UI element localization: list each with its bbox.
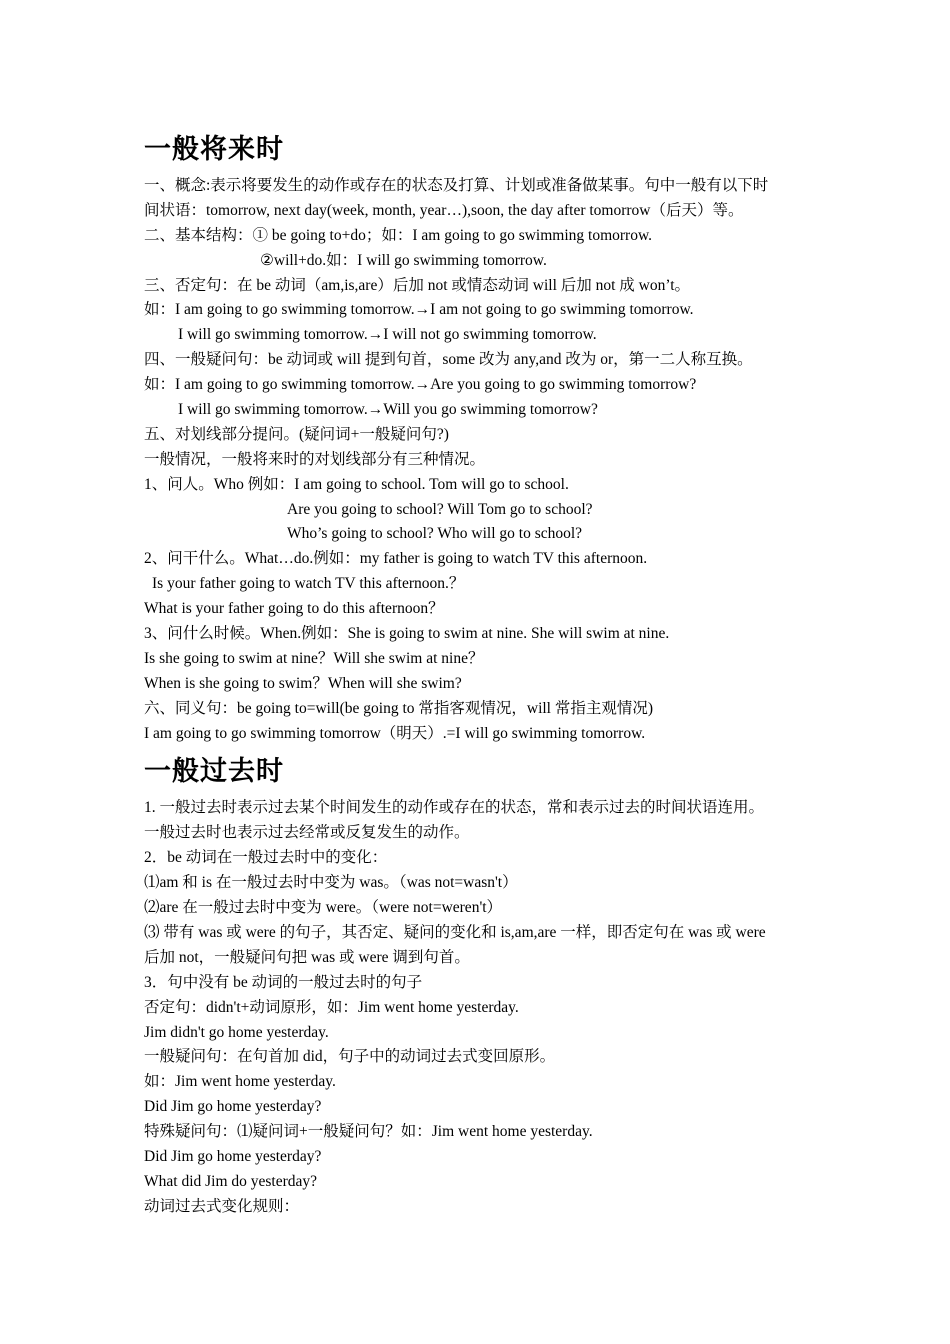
paragraph-line: Are you going to school? Will Tom go to school? <box>287 500 593 518</box>
paragraph-line: 一般过去时也表示过去经常或反复发生的动作。 <box>144 824 470 842</box>
paragraph-line: 二、基本结构：① be going to+do；如：I am going to go swimming tomorrow. <box>144 226 653 244</box>
paragraph-line: Did Jim go home yesterday? <box>144 1147 322 1165</box>
paragraph-line: What did Jim do yesterday? <box>144 1172 318 1190</box>
paragraph-line: 特殊疑问句：⑴疑问词+一般疑问句？如：Jim went home yesterday. <box>144 1123 593 1141</box>
paragraph-line: 1、问人。Who 例如：I am going to school. Tom will go to school. <box>144 475 569 493</box>
paragraph-line: 2．be 动词在一般过去时中的变化： <box>144 849 388 867</box>
paragraph-line: 动词过去式变化规则： <box>144 1197 300 1215</box>
paragraph-line: 后加 not，一般疑问句把 was 或 were 调到句首。 <box>144 948 470 966</box>
paragraph-line: What is your father going to do this afternoon？ <box>144 600 444 618</box>
paragraph-line: 1. 一般过去时表示过去某个时间发生的动作或存在的状态，常和表示过去的时间状语连用。 <box>144 799 765 817</box>
paragraph-line: I will go swimming tomorrow.→I will not go swimming tomorrow. <box>178 326 597 344</box>
paragraph-line: 3、问什么时候。When.例如：She is going to swim at nine. She will swim at nine. <box>144 625 670 643</box>
paragraph-line: 一般情况，一般将来时的对划线部分有三种情况。 <box>144 450 486 468</box>
paragraph-line: Who’s going to school? Who will go to school? <box>287 525 583 543</box>
paragraph-line: 四、一般疑问句：be 动词或 will 提到句首，some 改为 any,and 改为 or，第一二人称互换。 <box>144 351 753 369</box>
paragraph-line: ⑶ 带有 was 或 were 的句子，其否定、疑问的变化和 is,am,are 一样，即否定句在 was 或 were <box>144 923 766 941</box>
paragraph-line: 3．句中没有 be 动词的一般过去时的句子 <box>144 973 423 991</box>
document-content <box>144 128 814 1220</box>
paragraph-line: 六、同义句：be going to=will(be going to 常指客观情况，will 常指主观情况) <box>144 699 654 717</box>
paragraph-line: 一、概念:表示将要发生的动作或存在的状态及打算、计划或准备做某事。句中一般有以下时 <box>144 177 769 194</box>
paragraph-line: I will go swimming tomorrow.→Will you go swimming tomorrow? <box>178 401 598 419</box>
paragraph-line: 2、问干什么。What…do.例如：my father is going to watch TV this afternoon. <box>144 550 648 568</box>
paragraph-line: Is she going to swim at nine？Will she swim at nine？ <box>144 649 484 667</box>
paragraph-line: 一般疑问句：在句首加 did，句子中的动词过去式变回原形。 <box>144 1048 556 1066</box>
paragraph-line: 间状语：tomorrow, next day(week, month, year…),soon, the day after tomorrow（后天）等。 <box>144 201 744 219</box>
section-title-past-tense: 一般过去时 <box>144 756 284 788</box>
paragraph-line: Jim didn't go home yesterday. <box>144 1023 329 1041</box>
paragraph-line: ⑵are 在一般过去时中变为 were。（were not=weren't） <box>144 899 503 917</box>
paragraph-line: ②will+do.如：I will go swimming tomorrow. <box>260 251 547 269</box>
paragraph-line: 五、对划线部分提问。(疑问词+一般疑问句?) <box>144 425 449 443</box>
paragraph-line: When is she going to swim？When will she swim? <box>144 674 462 692</box>
paragraph-line: 如：I am going to go swimming tomorrow.→I am not going to go swimming tomorrow. <box>144 301 694 319</box>
paragraph-line: ⑴am 和 is 在一般过去时中变为 was。（was not=wasn't） <box>144 874 518 892</box>
paragraph-line: 三、否定句：在 be 动词（am,is,are）后加 not 或情态动词 will 后加 not 成 won’t。 <box>144 276 691 294</box>
paragraph-line: Is your father going to watch TV this afternoon.？ <box>152 575 465 593</box>
paragraph-line: I am going to go swimming tomorrow（明天）.=I will go swimming tomorrow. <box>144 724 646 742</box>
section-title-future-tense: 一般将来时 <box>144 134 284 165</box>
paragraph-line: 否定句：didn't+动词原形，如：Jim went home yesterday. <box>144 998 519 1016</box>
paragraph-line: 如：I am going to go swimming tomorrow.→Are you going to go swimming tomorrow? <box>144 376 697 394</box>
paragraph-line: Did Jim go home yesterday? <box>144 1098 322 1116</box>
paragraph-line: 如：Jim went home yesterday. <box>144 1073 336 1091</box>
